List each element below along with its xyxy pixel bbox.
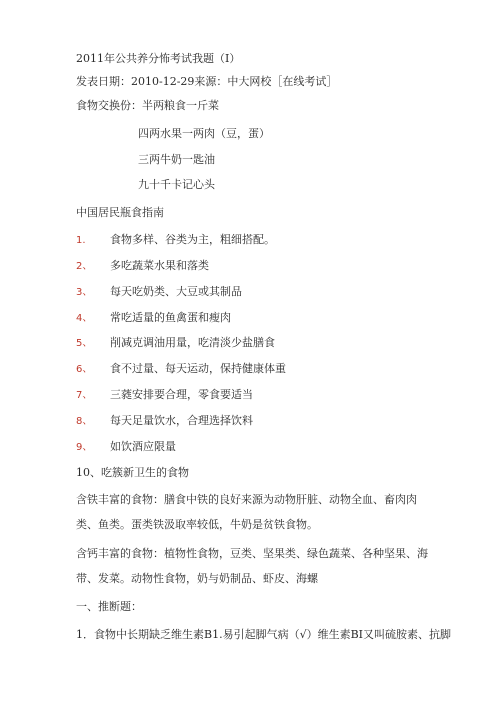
guide-item-text: 如饮酒应限量 <box>110 440 176 453</box>
guide-item <box>76 285 242 300</box>
guide-item <box>76 311 231 326</box>
guide-item <box>76 259 209 274</box>
guide-item-10: 10、吃簇新卫生的食物 <box>76 466 189 479</box>
guide-item-text: 每天足量饮水，合理选择饮料 <box>110 414 253 427</box>
guide-item-number: 8、 <box>76 416 93 427</box>
publish-meta: 发表日期：2010-12-29来源：中大网校［在线考试］ <box>76 75 338 88</box>
iron-foods-paragraph: 含铁丰富的食物：膳食中铁的良好来源为动物肝脏、动物全血、畜肉肉类、鱼类。蛋类铁汲取率较低，牛奶是贫铁食物。 <box>76 493 417 531</box>
guide-item <box>76 388 253 403</box>
guide-item-number: 3、 <box>76 287 93 298</box>
guide-item <box>76 233 275 248</box>
guide-item-number: 6、 <box>76 364 93 375</box>
guide-item-text: 食不过量、每天运动，保持健康体重 <box>110 362 286 375</box>
guide-item-text: 多吃蔬菜水果和落类 <box>110 259 209 272</box>
guide-item-text: 常吃适量的鱼禽蛋和瘦肉 <box>110 311 231 324</box>
exchange-line: 九十千卡记心头 <box>138 178 215 191</box>
guide-item-number: 5、 <box>76 338 93 349</box>
exchange-line: 三两牛奶一匙油 <box>138 153 215 166</box>
guide-item-number: 7、 <box>76 390 93 401</box>
calcium-foods-paragraph: 含钙丰富的食物：植物性食物，豆类、坚果类、绿色蔬菜、各种坚果、海带、发菜。动物性食物，奶与奶制品、虾皮、海螺 <box>76 547 428 585</box>
guide-item-text: 每天吃奶类、大豆或其制品 <box>110 285 242 298</box>
exchange-label: 食物交换份：半两粮食一斤菜 <box>76 99 219 112</box>
guide-item <box>76 440 176 455</box>
guide-item-number: 2、 <box>76 261 93 272</box>
guide-item-text: 削减克调油用量，吃清淡少盐膳食 <box>110 336 275 349</box>
guide-item-number: 9、 <box>76 442 93 453</box>
guide-item-number: 1. <box>76 235 86 246</box>
guide-item-text: 食物多样、谷类为主，粗细搭配。 <box>110 233 275 246</box>
document-title: 2011年公共养分怖考试我题（I） <box>76 52 241 65</box>
guide-title: 中国居民瓶食指南 <box>76 206 164 219</box>
guide-item <box>76 362 286 377</box>
guide-item-text: 三蕤安排要合理，零食要适当 <box>110 388 253 401</box>
exchange-line: 四两水果一两肉（豆，蛋） <box>138 127 270 140</box>
guide-item <box>76 414 253 429</box>
question-1: 1．食物中长期缺乏维生素B1.易引起脚气病（√）维生素BI又叫硫胺素、抗脚 <box>76 628 452 641</box>
guide-item <box>76 336 275 351</box>
guide-item-number: 4、 <box>76 313 93 324</box>
section-heading: 一、推断题： <box>76 600 142 613</box>
